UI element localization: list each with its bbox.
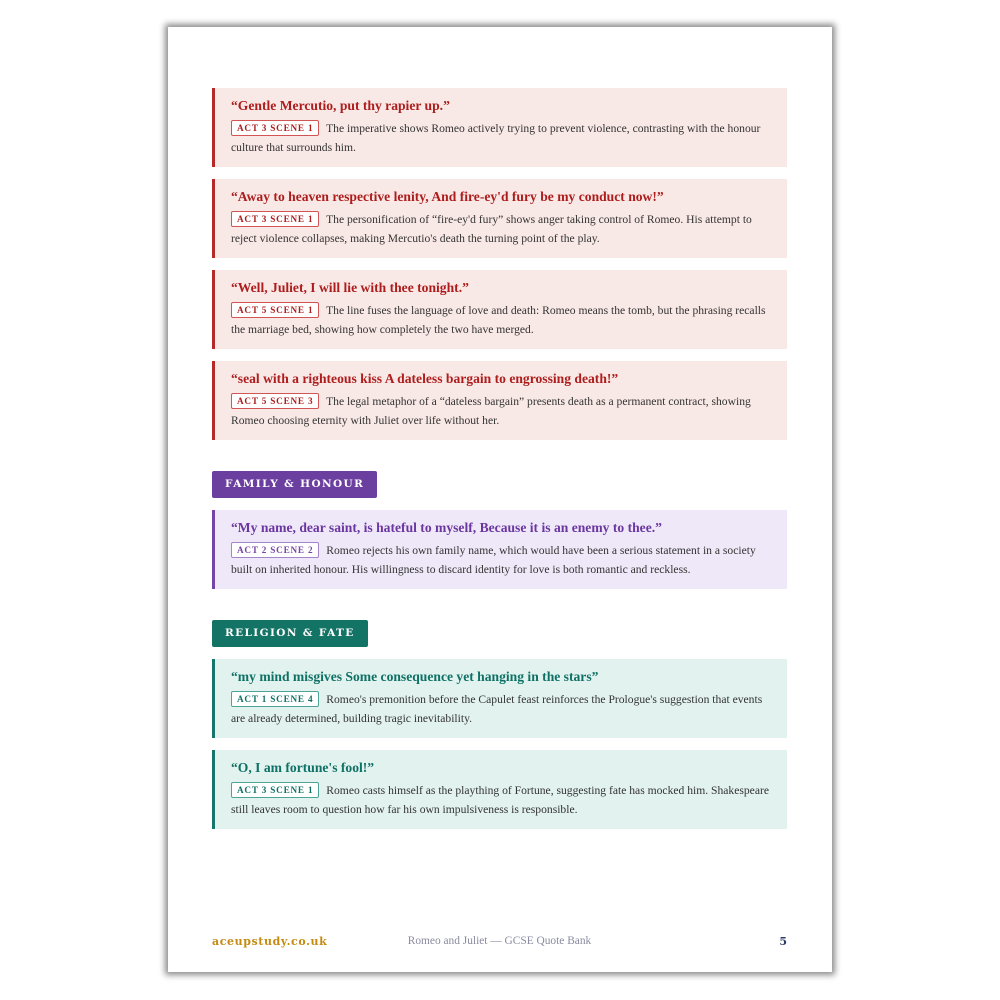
scene-badge: ACT 1 SCENE 4 <box>231 691 319 707</box>
page-content <box>212 88 787 841</box>
quote-card <box>212 179 787 258</box>
quote-analysis <box>231 690 775 728</box>
quote-analysis <box>231 119 775 157</box>
section-header-family-honour: FAMILY & HONOUR <box>212 471 377 498</box>
quote-card <box>212 510 787 589</box>
quote-analysis <box>231 301 775 339</box>
quote-card <box>212 361 787 440</box>
analysis-text: The personification of “fire-ey'd fury” shows anger taking control of Romeo. His attempt to reject violence collapses, making Mercutio's death the turning point of the play. <box>231 213 752 245</box>
analysis-text: The legal metaphor of a “dateless bargain” presents death as a permanent contract, showing Romeo choosing eternity with Juliet over life without her. <box>231 395 751 427</box>
analysis-text: Romeo casts himself as the plaything of Fortune, suggesting fate has mocked him. Shakespeare still leaves room to question how far his own impulsiveness is responsible. <box>231 784 769 816</box>
document-page <box>168 27 832 972</box>
scene-badge: ACT 5 SCENE 1 <box>231 302 319 318</box>
scene-badge: ACT 3 SCENE 1 <box>231 211 319 227</box>
footer-document-title: Romeo and Juliet — GCSE Quote Bank <box>407 935 592 947</box>
quote-text: “Well, Juliet, I will lie with thee tonight.” <box>231 280 469 295</box>
quote-card <box>212 88 787 167</box>
quote-card <box>212 270 787 349</box>
quote-text: “My name, dear saint, is hateful to myself, Because it is an enemy to thee.” <box>231 520 662 535</box>
scene-badge: ACT 3 SCENE 1 <box>231 120 319 136</box>
analysis-text: Romeo rejects his own family name, which would have been a serious statement in a society built on inherited honour. His willingness to discard identity for love is both romantic and reckless. <box>231 544 756 576</box>
quote-card <box>212 750 787 829</box>
quote-text: “Away to heaven respective lenity, And fire-ey'd fury be my conduct now!” <box>231 189 664 204</box>
scene-badge: ACT 2 SCENE 2 <box>231 542 319 558</box>
analysis-text: The imperative shows Romeo actively trying to prevent violence, contrasting with the honour culture that surrounds him. <box>231 122 761 154</box>
quote-analysis <box>231 541 775 579</box>
scene-badge: ACT 5 SCENE 3 <box>231 393 319 409</box>
scene-badge: ACT 3 SCENE 1 <box>231 782 319 798</box>
quote-text: “my mind misgives Some consequence yet hanging in the stars” <box>231 669 599 684</box>
section-header-religion-fate: RELIGION & FATE <box>212 620 368 647</box>
quote-text: “O, I am fortune's fool!” <box>231 760 375 775</box>
quote-text: “seal with a righteous kiss A dateless bargain to engrossing death!” <box>231 371 619 386</box>
quote-analysis <box>231 210 775 248</box>
quote-analysis <box>231 781 775 819</box>
analysis-text: Romeo's premonition before the Capulet feast reinforces the Prologue's suggestion that events are already determined, building tragic inevitability. <box>231 693 763 725</box>
page-footer <box>212 933 787 953</box>
quote-card <box>212 659 787 738</box>
analysis-text: The line fuses the language of love and death: Romeo means the tomb, but the phrasing recalls the marriage bed, showing how completely the two have merged. <box>231 304 766 336</box>
quote-text: “Gentle Mercutio, put thy rapier up.” <box>231 98 450 113</box>
quote-analysis <box>231 392 775 430</box>
page-number: 5 <box>779 935 787 948</box>
footer-site-link[interactable]: aceupstudy.co.uk <box>212 935 328 948</box>
